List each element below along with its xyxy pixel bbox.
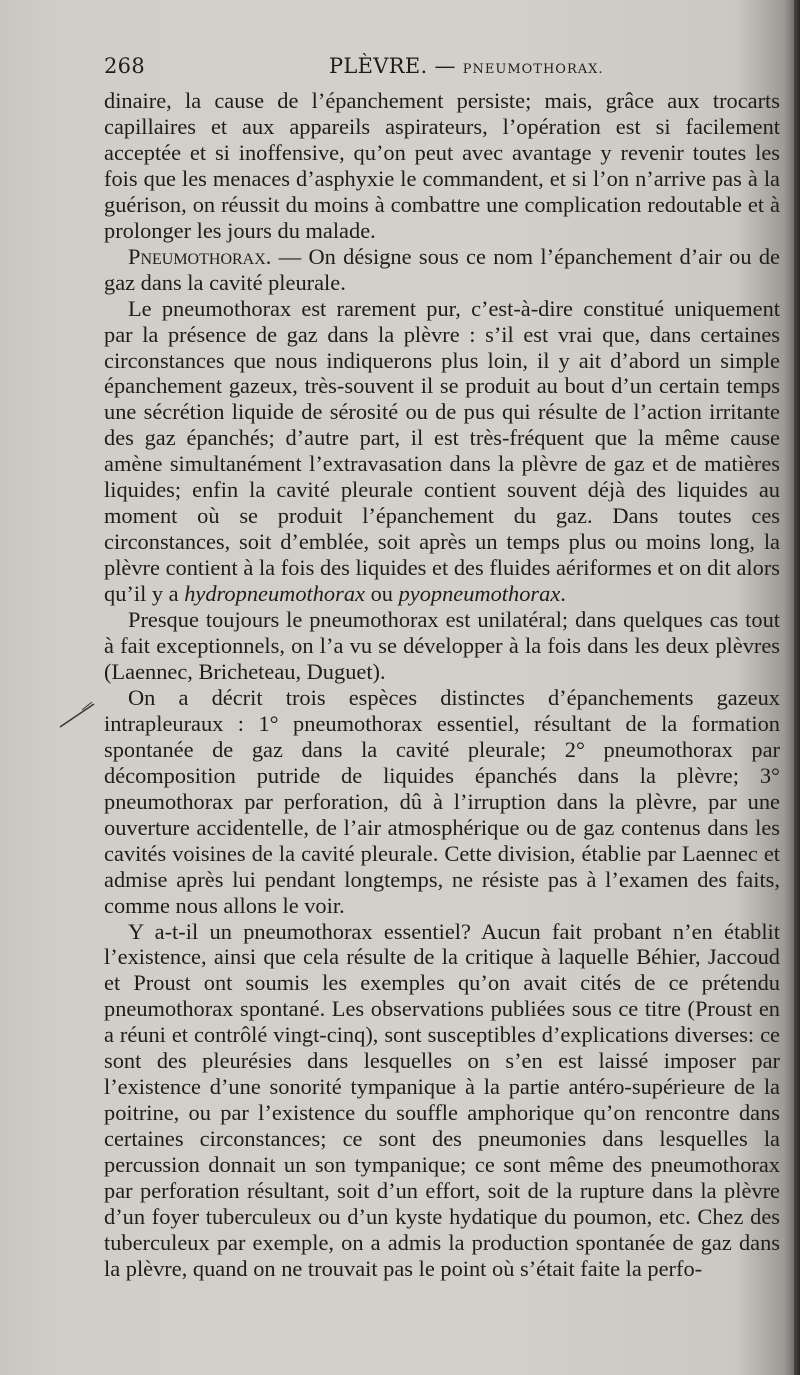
paragraph-text: Presque toujours le pneumothorax est unilatéral; dans quelques cas tout à fait exceptionnels, on l’a vu se développer à la fois dans les deux plèvres (Laennec, Bricheteau, Duguet). — [104, 607, 780, 684]
running-header — [104, 54, 770, 86]
paragraph-text: Le pneumothorax est rarement pur, c’est-à-dire constitué uniquement par la présence de gaz dans la plèvre : s’il est vrai que, dans certaines circonstances que nous indiquerons plus loin, il y ait d’abord un simple épanchement gazeux, très-souvent il se produit au bout d’un certain temps une sécrétion liquide de sérosité ou de pus qui résulte de l’action irritante des gaz épanchés; d’autre part, il est très-fréquent que la même cause amène simultanément l’extravasation dans la plèvre de gaz et de matières liquides; enfin la cavité pleurale contient souvent déjà des liquides au moment où se produit l’épanchement du gaz. Dans toutes ces circonstances, soit d’emblée, soit après un temps plus ou moins long, la plèvre contient à la fois des liquides et des fluides aériformes et on dit alors qu’il y a — [104, 295, 780, 607]
section-lead: Pneumothorax. — [128, 243, 272, 269]
body-text — [104, 88, 780, 1282]
paragraph-text: ou — [364, 581, 399, 607]
paragraph-rarely-pure — [104, 296, 780, 607]
italic-term: pyopneumothorax — [398, 581, 561, 607]
paragraph-pneumothorax-definition — [104, 244, 780, 296]
running-title — [329, 54, 604, 78]
paragraph-text: . — [560, 581, 566, 607]
paragraph-text: dinaire, la cause de l’épanchement persiste; mais, grâce aux trocarts capillaires et aux appareils aspirateurs, l’opération est si facilement acceptée et si inoffensive, qu’on peut avec avantage y revenir toutes les fois que les menaces d’asphyxie le commandent, et si l’on n’arrive pas à la guérison, on réussit du moins à combattre une complication redoutable et à prolonger les jours du malade. — [104, 88, 780, 243]
pencil-margin-mark — [58, 700, 96, 730]
page-edge-shadow — [794, 0, 800, 1375]
paragraph-essential — [104, 919, 780, 1282]
paragraph-continuation — [104, 88, 780, 244]
italic-term: hydropneumothorax — [184, 581, 365, 607]
paragraph-text: On a décrit trois espèces distinctes d’épanchements gazeux intrapleuraux : 1° pneumothorax essentiel, résultant de la formation spontanée de gaz dans la cavité pleurale; 2° pneumothorax par décomposition putride de liquides épanchés dans la plèvre; 3° pneumothorax par perforation, dû à l’irruption dans la plèvre, par une ouverture accidentelle, de l’air atmosphérique ou de gaz contenus dans les cavités voisines de la cavité pleurale. Cette division, établie par Laennec et admise après lui pendant longtemps, ne résiste pas à l’examen des faits, comme nous allons le voir. — [104, 684, 780, 918]
paragraph-three-species — [104, 685, 780, 919]
paragraph-unilateral — [104, 607, 780, 685]
page-number: 268 — [104, 54, 145, 78]
running-title-main: PLÈVRE. — — [329, 54, 456, 78]
running-title-sub: PNEUMOTHORAX. — [462, 62, 604, 77]
paragraph-text: Y a-t-il un pneumothorax essentiel? Aucun fait probant n’en établit l’existence, ainsi que cela résulte de la critique à laquelle Béhier, Jaccoud et Proust ont soumis les exemples qu’on avait cités de ce prétendu pneumothorax spontané. Les observations publiées sous ce titre (Proust en a réuni et contrôlé vingt-cinq), sont susceptibles d’explications diverses: ce sont des pleurésies dans lesquelles on s’en est laissé imposer par l’existence d’une sonorité tympanique à la partie antéro-supérieure de la poitrine, ou par l’existence du souffle amphorique qu’on rencontre dans certaines circonstances; ce sont des pneumonies dans lesquelles la percussion donnait un son tympanique; ce sont même des pneumothorax par perforation résultant, soit d’un effort, soit de la rupture dans la plèvre d’un foyer tuberculeux ou d’un kyste hydatique du poumon, etc. Chez des tuberculeux par exemple, on a admis la production spontanée de gaz dans la plèvre, quand on ne trouvait pas le point où s’était faite la perfo- — [104, 918, 780, 1281]
paragraph-text: — On désigne sous ce nom l’épanchement d’air ou de gaz dans la cavité pleurale. — [104, 243, 780, 295]
